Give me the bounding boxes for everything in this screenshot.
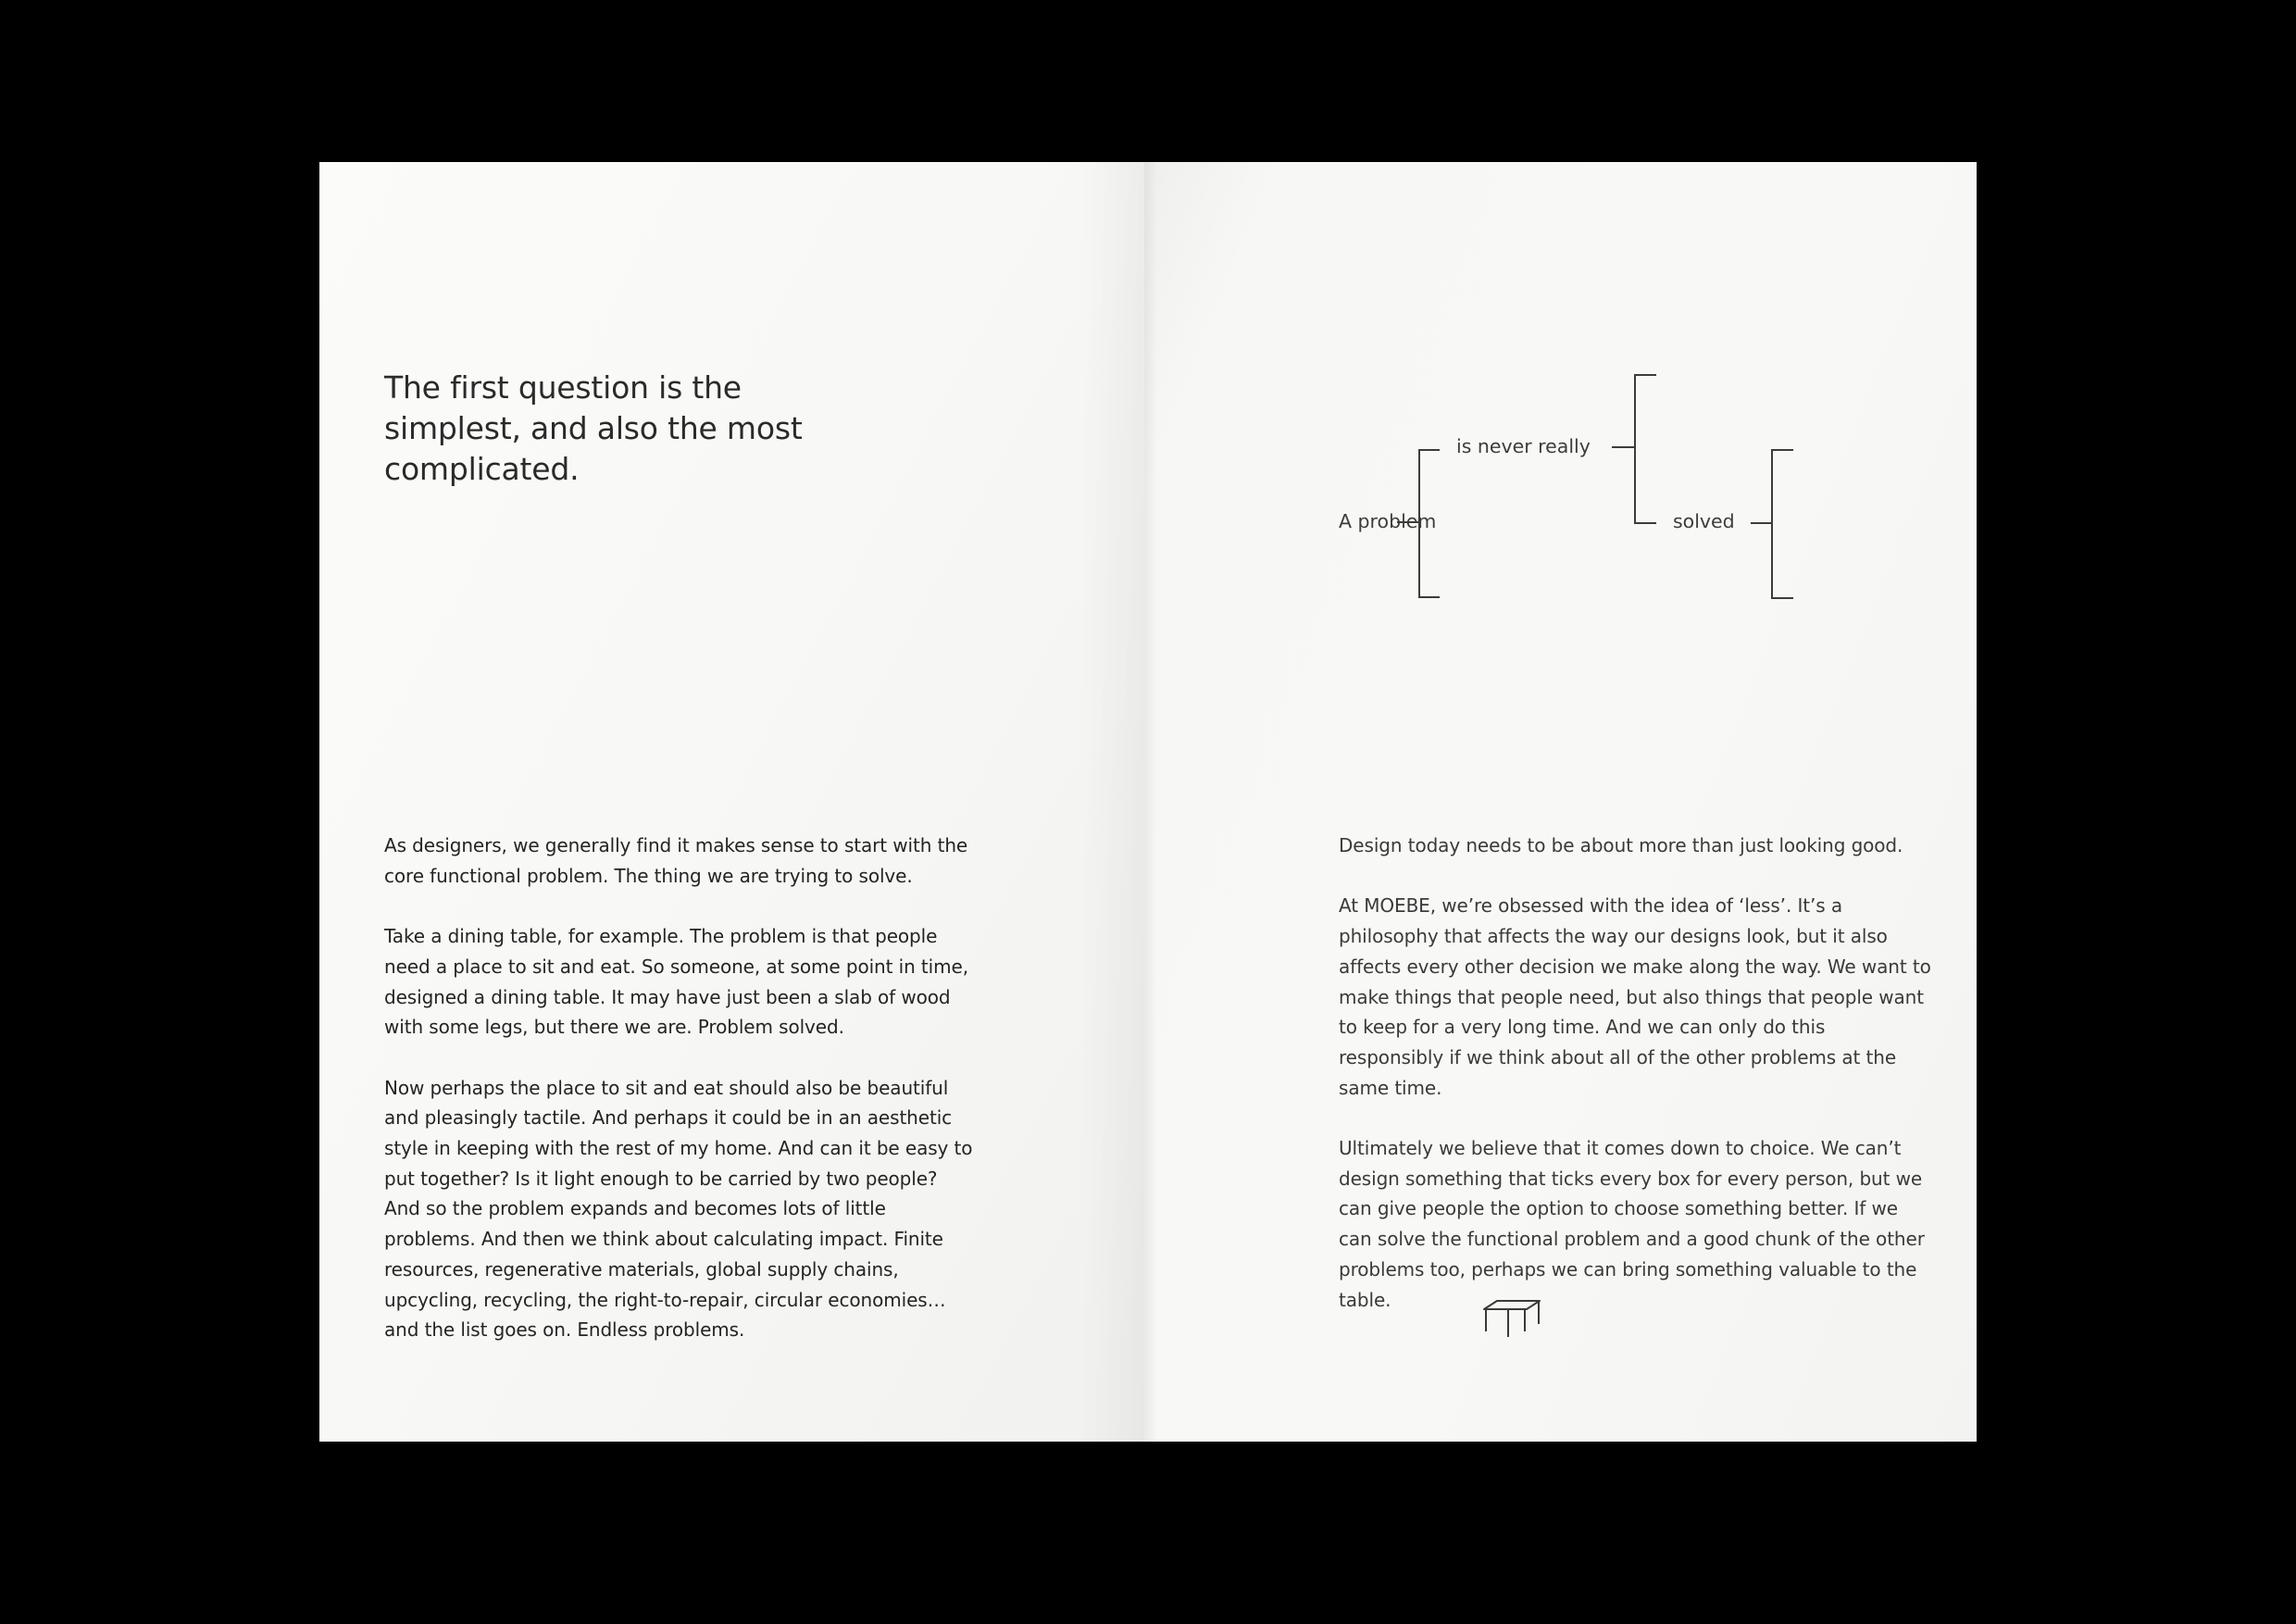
left-page [319,162,1144,1442]
left-paragraph-2: Take a dining table, for example. The problem is that people need a place to sit and eat. So someone, at some point in time, designed a dining table. It may have just been a slab of wood with some legs, but there we are. Problem solved. [384,925,968,1039]
right-body-text [1339,831,1931,1345]
diagram-label-problem: A problem [1339,510,1437,532]
booklet-spread [319,162,1977,1442]
right-paragraph-3: Ultimately we believe that it comes down to choice. We can’t design something that ticks every box for every person, but we can give people the option to choose something better. If we can solve the functional problem and a good chunk of the other problems too, perhaps we can bring something valuable to the table. [1339,1137,1925,1311]
right-paragraph-1: Design today needs to be about more than just looking good. [1339,834,1903,856]
left-body-text [384,831,977,1376]
diagram-bracket-2 [1635,375,1656,523]
bracket-diagram [1144,162,1977,643]
diagram-bracket-3 [1772,450,1793,598]
right-paragraph-2: At MOEBE, we’re obsessed with the idea of ‘less’. It’s a philosophy that affects the way our designs look, but it also affects every other decision we make along the way. We want to make things that people need, but also things that people want to keep for a very long time. And we can only do this responsibly if we think about all of the other problems at the same time. [1339,894,1931,1099]
diagram-label-solved: solved [1673,510,1735,532]
right-page [1144,162,1977,1442]
page-heading: The first question is the simplest, and also the most complicated. [384,369,803,487]
table-icon [1482,1298,1545,1341]
left-paragraph-1: As designers, we generally find it makes sense to start with the core functional problem. The thing we are trying to solve. [384,834,968,887]
left-paragraph-3: Now perhaps the place to sit and eat should also be beautiful and pleasingly tactile. And perhaps it could be in an aesthetic style in keeping with the rest of my home. And can it be easy to put together? Is it light enough to be carried by two people? And so the problem expands and becomes lots of little problems. And then we think about calculating impact. Finite resources, regenerative materials, global supply chains, upcycling, recycling, the right-to-repair, circular economies… and the list goes on. Endless problems. [384,1076,973,1342]
diagram-label-never-really: is never really [1456,435,1591,457]
